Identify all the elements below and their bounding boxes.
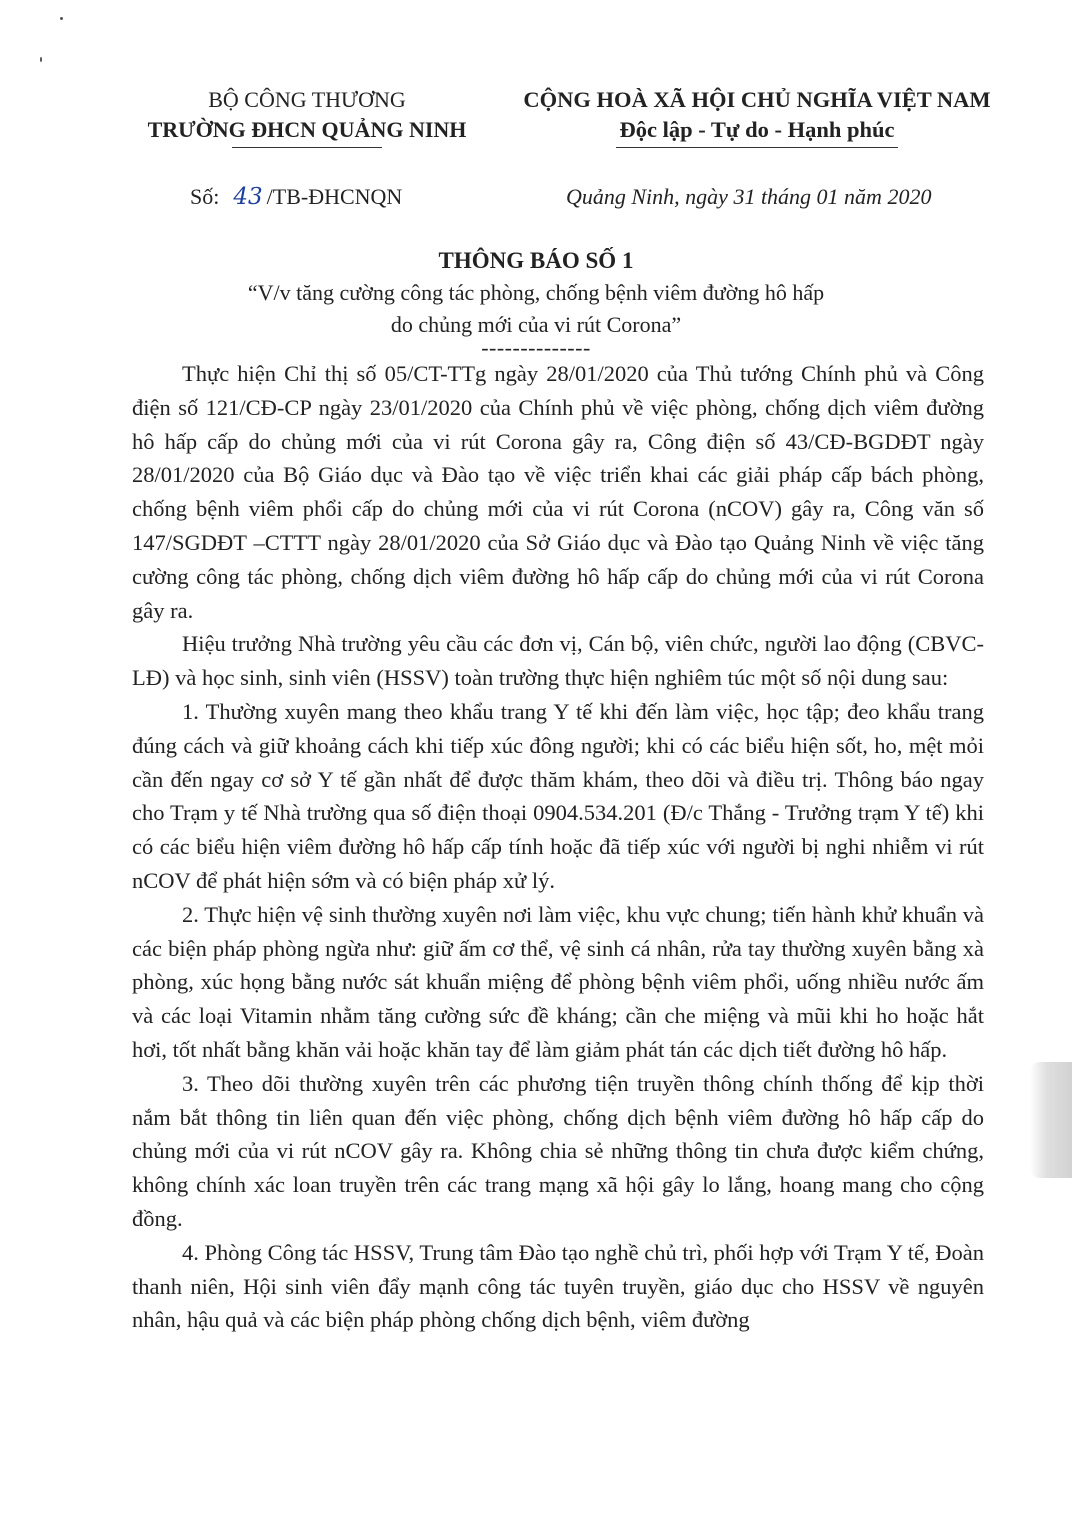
national-motto: Độc lập - Tự do - Hạnh phúc (619, 117, 895, 142)
paragraph-item-2: 2. Thực hiện vệ sinh thường xuyên nơi làm việc, khu vực chung; tiến hành khử khuẩn và các biện pháp phòng ngừa như: giữ ấm cơ thể, vệ sinh cá nhân, rửa tay thường xuyên bằng xà phòng, xúc họng bằng nước sát khuẩn miệng để phòng bệnh viêm phổi, uống nhiều nước ấm và các loại Vitamin nhằm tăng cường sức đề kháng; cần che miệng và mũi khi ho hoặc hắt hơi, tốt nhất bằng khăn vải hoặc khăn tay để làm giảm phát tán các dịch tiết đường hô hấp. (132, 901, 984, 1062)
paragraph-preamble: Thực hiện Chỉ thị số 05/CT-TTg ngày 28/01/2020 của Thủ tướng Chính phủ và Công điện số 121/CĐ-CP ngày 23/01/2020 của Chính phủ về việc phòng, chống dịch viêm đường hô hấp cấp do chủng mới của vi rút Corona gây ra, Công điện số 43/CĐ-BGDĐT ngày 28/01/2020 của Bộ Giáo dục và Đào tạo về việc triển khai các giải pháp cấp bách phòng, chống bệnh viêm phổi cấp do chủng mới của vi rút Corona (nCOV) gây ra, Công văn số 147/SGDĐT –CTTT ngày 28/01/2020 của Sở Giáo dục và Đào tạo Quảng Ninh về việc tăng cường công tác phòng, chống dịch viêm đường hô hấp cấp do chủng mới của vi rút Corona gây ra. (132, 361, 984, 623)
document-number (190, 182, 402, 212)
subject-line-1: “V/v tăng cường công tác phòng, chống bệnh viêm đường hô hấp (247, 280, 825, 305)
scan-speck (40, 57, 42, 62)
paragraph-item-4: 4. Phòng Công tác HSSV, Trung tâm Đào tạo nghề chủ trì, phối hợp với Trạm Y tế, Đoàn thanh niên, Hội sinh viên đẩy mạnh công tác tuyên truyền, giáo dục cho HSSV về nguyên nhân, hậu quả và các biện pháp phòng chống dịch bệnh, viêm đường (132, 1239, 984, 1333)
paragraph-request: Hiệu trưởng Nhà trường yêu cầu các đơn vị, Cán bộ, viên chức, người lao động (CBVC-LĐ) và học sinh, sinh viên (HSSV) toàn trường thực hiện nghiêm túc một số nội dung sau: (132, 631, 984, 691)
scan-speck (60, 17, 63, 20)
number-label: Số: (190, 184, 220, 209)
ministry-name: BỘ CÔNG THƯƠNG (208, 87, 406, 112)
number-suffix: /TB-ĐHCNQN (266, 184, 403, 209)
country-name: CỘNG HOÀ XÃ HỘI CHỦ NGHĨA VIỆT NAM (523, 87, 991, 112)
handwritten-number: 43 (233, 184, 263, 210)
title-block (136, 245, 936, 360)
national-header (522, 85, 992, 148)
document-title: THÔNG BÁO SỐ 1 (438, 248, 634, 273)
subject-line-2: do chủng mới của vi rút Corona” (390, 312, 682, 337)
school-name: TRƯỜNG ĐHCN QUẢNG NINH (147, 117, 467, 142)
paragraph-item-3: 3. Theo dõi thường xuyên trên các phương tiện truyền thông chính thống để kịp thời nắm bắt thông tin liên quan đến việc phòng, chống dịch bệnh viêm đường hô hấp cấp do chủng mới của vi rút nCOV gây ra. Không chia sẻ những thông tin chưa được kiểm chứng, không chính xác loan truyền trên các trang mạng xã hội gây lo lắng, hoang mang cho cộng đồng. (132, 1070, 984, 1231)
document-body (132, 357, 984, 1337)
issuer-header (128, 85, 486, 148)
issuer-underline (232, 147, 382, 148)
title-separator: -------------- (481, 335, 591, 360)
scan-shadow (1030, 1062, 1072, 1178)
paragraph-item-1: 1. Thường xuyên mang theo khẩu trang Y tế khi đến làm việc, học tập; đeo khẩu trang đúng cách và giữ khoảng cách khi tiếp xúc đông người; khi có các biểu hiện sốt, ho, mệt mỏi cần đến ngay cơ sở Y tế gần nhất để được thăm khám, theo dõi và điều trị. Thông báo ngay cho Trạm y tế Nhà trường qua số điện thoại 0904.534.201 (Đ/c Thắng - Trưởng trạm Y tế) khi có các biểu hiện viêm đường hô hấp cấp tính hoặc đã tiếp xúc với người bị nghi nhiễm vi rút nCOV để phát hiện sớm và có biện pháp xử lý. (132, 698, 984, 893)
motto-underline (616, 147, 898, 148)
issue-date: Quảng Ninh, ngày 31 tháng 01 năm 2020 (566, 184, 932, 209)
